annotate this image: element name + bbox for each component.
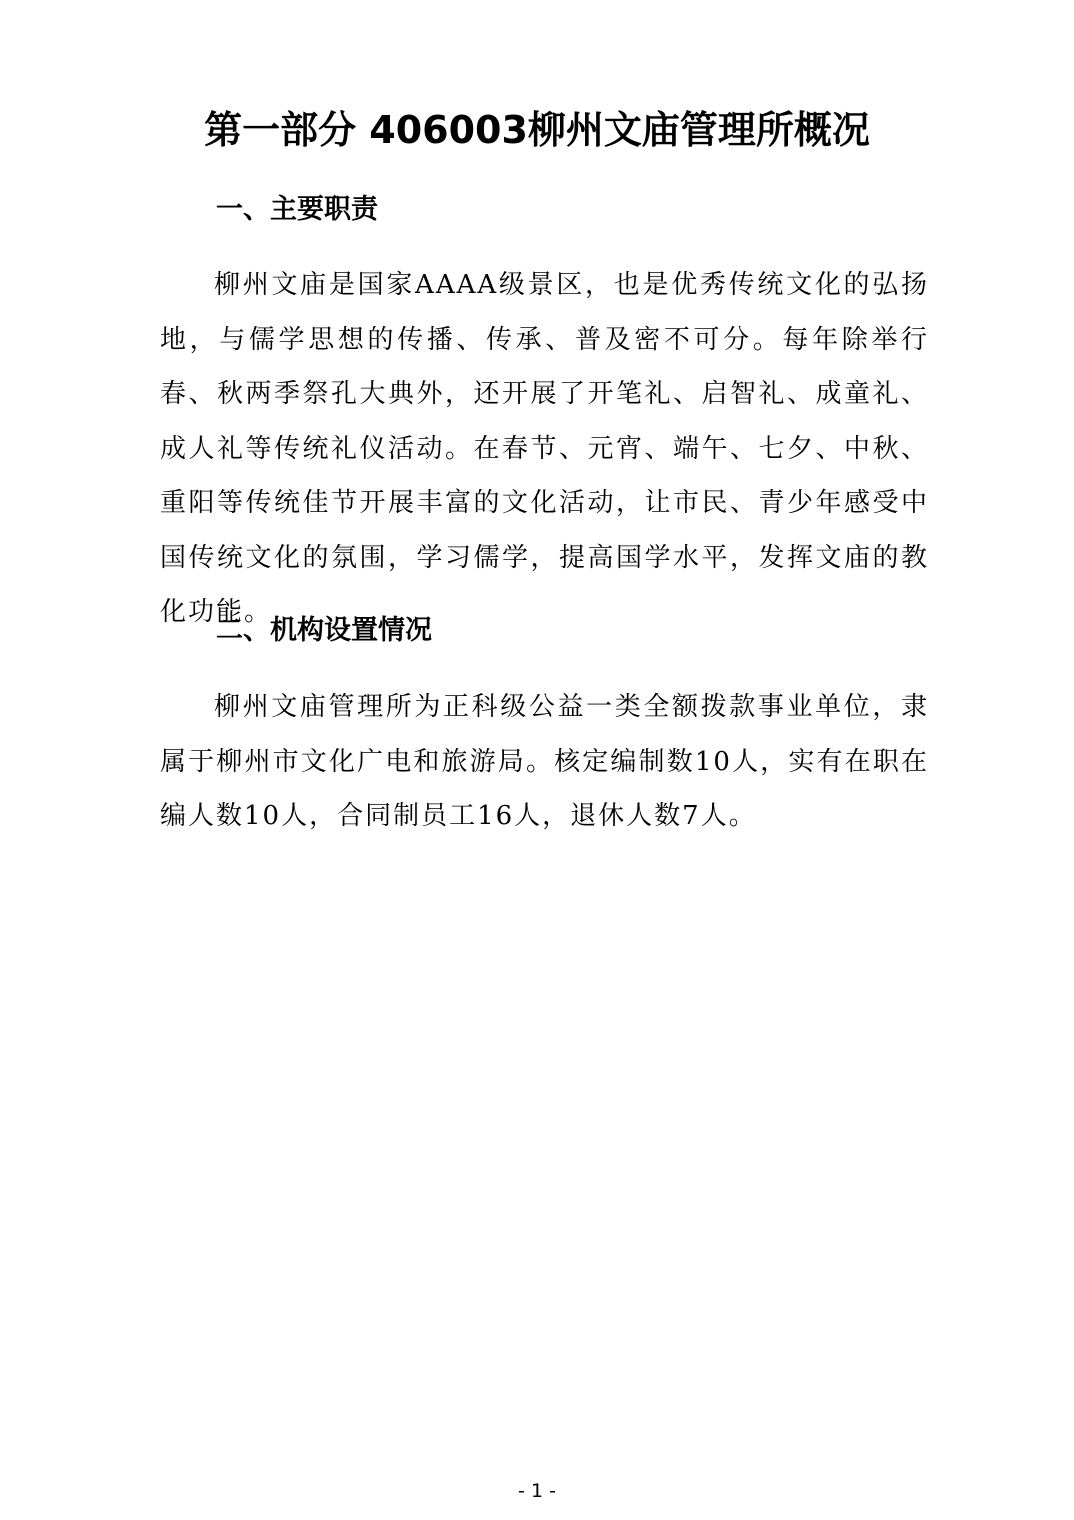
page-number: - 1 - [518, 1480, 556, 1502]
document-title: 第一部分 406003柳州文庙管理所概况 [204, 108, 870, 152]
section-heading-organization: 二、机构设置情况 [216, 615, 432, 646]
section-paragraph-main-duties: 柳州文庙是国家AAAA级景区，也是优秀传统文化的弘扬地，与儒学思想的传播、传承、普及密不可分。每年除举行春、秋两季祭孔大典外，还开展了开笔礼、启智礼、成童礼、成人礼等传统礼仪活动。在春节、元宵、端午、七夕、中秋、重阳等传统佳节开展丰富的文化活动，让市民、青少年感受中国传统文化的氛围，学习儒学，提高国学水平，发挥文庙的教化功能。 [160, 270, 929, 627]
section-heading-main-duties: 一、主要职责 [216, 194, 378, 225]
section-paragraph-organization: 柳州文庙管理所为正科级公益一类全额拨款事业单位，隶属于柳州市文化广电和旅游局。核定编制数10人，实有在职在编人数10人，合同制员工16人，退休人数7人。 [160, 692, 929, 831]
